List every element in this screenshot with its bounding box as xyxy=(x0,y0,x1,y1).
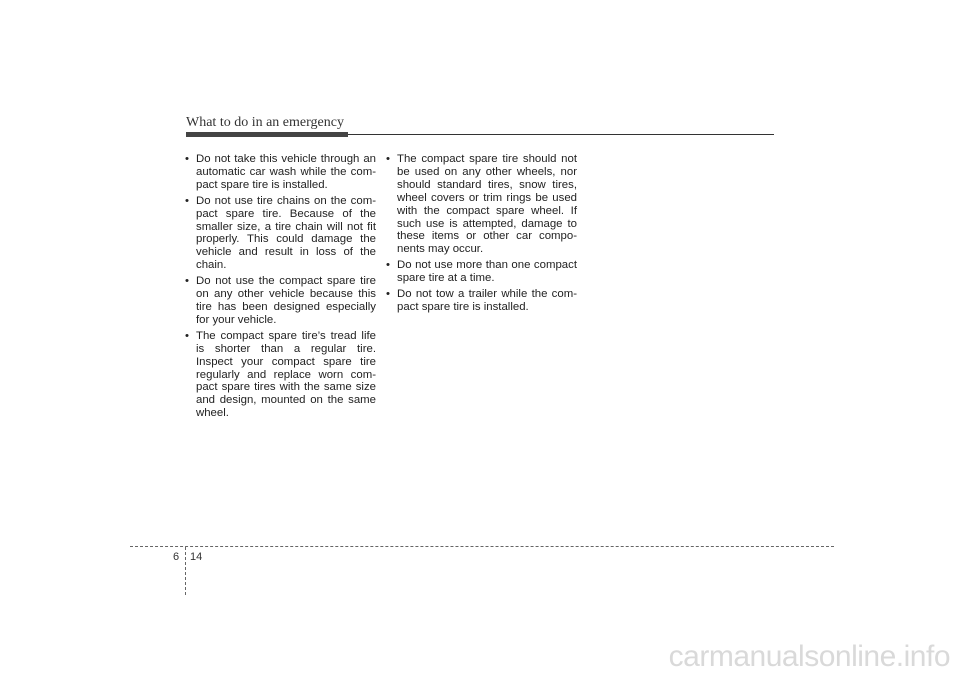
header-tab-bar xyxy=(186,132,348,137)
bullet-item: • Do not use tire chains on the com-pact spare tire. Because of the smaller size, a tire chain will not fit properly. This could damage the vehicle and result in loss of the chain. xyxy=(184,195,376,272)
bullet-item: • Do not tow a trailer while the com-pact spare tire is installed. xyxy=(385,288,577,314)
right-bullet-list xyxy=(385,153,577,314)
footer-dashed-rule xyxy=(130,546,834,547)
chapter-number: 6 xyxy=(173,551,180,563)
bullet-item: • The compact spare tire should not be used on any other wheels, nor should standard tires, snow tires, wheel covers or trim rings be used with the compact spare wheel. If such use is attempted, damage to these items or other car compo-nents may occur. xyxy=(385,153,577,256)
bullet-item: • Do not use the compact spare tire on any other vehicle because this tire has been designed especially for your vehicle. xyxy=(184,275,376,327)
watermark: carmanualsonline.info xyxy=(668,640,950,673)
bullet-item: • The compact spare tire’s tread life is shorter than a regular tire. Inspect your compact spare tire regularly and replace worn com-pact spare tires with the same size and design, mounted on the same wheel. xyxy=(184,330,376,420)
right-column xyxy=(385,153,577,317)
bullet-item: • Do not take this vehicle through an automatic car wash while the com-pact spare tire is installed. xyxy=(184,153,376,192)
left-column xyxy=(184,153,376,423)
left-bullet-list xyxy=(184,153,376,420)
bullet-item: • Do not use more than one compact spare tire at a time. xyxy=(385,259,577,285)
footer-dashed-divider xyxy=(185,547,186,595)
section-title: What to do in an emergency xyxy=(186,115,344,130)
page-number: 14 xyxy=(190,551,203,563)
